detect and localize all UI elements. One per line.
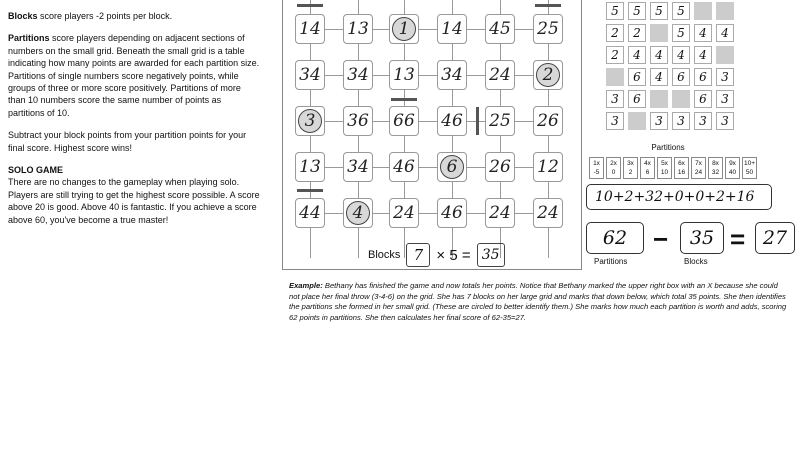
grid-connector: [500, 136, 501, 152]
grid-connector: [310, 136, 311, 152]
grid-cell-value: 25: [537, 19, 559, 39]
small-grid-cell: [694, 2, 712, 20]
example-caption: Example: Bethany has finished the game and now totals her points. Notice that Bethany marked the upper right box with an X because she could not place her final throw (3-4-6) on the grid. She has 7 blocks on her large grid and marks that down below, which total 35 points. She then identifies the partitions she formed in her small grid. (These are circled to better identify them.) She marks how much each partition is worth and adds, scoring 62 points in partitions. She then calculates her final score of 62-35=27.: [289, 281, 787, 322]
small-grid-cell: 4: [694, 46, 712, 64]
grid-cell-value: 26: [489, 157, 511, 177]
grid-cell-value: 24: [489, 203, 511, 223]
grid-connector: [548, 0, 549, 14]
partition-size: 1x: [593, 160, 600, 167]
grid-cell: [437, 198, 467, 228]
grid-connector: [548, 44, 549, 60]
small-grid-cell: [650, 24, 668, 42]
grid-cell: [343, 152, 373, 182]
grid-connector: [515, 75, 533, 76]
small-grid-cell: 4: [694, 24, 712, 42]
blocks-count-box: 7: [406, 243, 430, 267]
partition-points: 40: [728, 169, 737, 176]
grid-connector: [452, 44, 453, 60]
grid-cell: [437, 152, 467, 182]
grid-connector: [373, 213, 389, 214]
partition-points-cell: [691, 157, 706, 179]
block-mark: [476, 107, 479, 135]
small-grid-cell: [716, 2, 734, 20]
grid-cell: [437, 106, 467, 136]
grid-connector: [325, 167, 343, 168]
grid-connector: [404, 0, 405, 14]
partition-points-cell: [606, 157, 621, 179]
grid-connector: [419, 29, 437, 30]
grid-cell: [485, 106, 515, 136]
grid-cell: [389, 14, 419, 44]
small-grid-cell: [628, 112, 646, 130]
partition-points-cell: [589, 157, 604, 179]
grid-cell: [389, 106, 419, 136]
grid-connector: [310, 0, 311, 14]
partition-points: 2: [628, 169, 633, 176]
grid-connector: [310, 44, 311, 60]
small-grid-cell: 3: [716, 90, 734, 108]
small-grid-cell: 4: [672, 46, 690, 64]
small-grid-cell: [606, 68, 624, 86]
solo-game-text: There are no changes to the gameplay when playing solo. Players are still trying to get the highest score possible. A score above 20 is good. Above 40 is fantastic. If you achieve a score above 60, you've become a true master!: [8, 177, 260, 225]
solo-game-heading: SOLO GAME: [8, 165, 64, 176]
small-grid-cell: 3: [606, 90, 624, 108]
grid-cell: [343, 60, 373, 90]
grid-cell: [533, 106, 563, 136]
small-grid-cell: [672, 90, 690, 108]
grid-cell-value: 44: [299, 203, 321, 223]
small-grid-cell: 6: [694, 90, 712, 108]
grid-cell-value: 1: [398, 19, 410, 39]
grid-cell: [485, 198, 515, 228]
grid-connector: [419, 75, 437, 76]
grid-connector: [373, 121, 389, 122]
grid-connector: [404, 44, 405, 60]
grid-cell: [533, 152, 563, 182]
grid-cell: [485, 14, 515, 44]
small-grid-cell: 5: [672, 24, 690, 42]
grid-connector: [452, 90, 453, 106]
small-grid-cell: 2: [606, 46, 624, 64]
partition-points-cell: [640, 157, 655, 179]
grid-cell-value: 13: [299, 157, 321, 177]
grid-connector: [325, 29, 343, 30]
small-grid-cell: [650, 90, 668, 108]
partition-points-cell: [674, 157, 689, 179]
grid-cell: [343, 106, 373, 136]
blocks-total-box: 35: [477, 243, 505, 267]
small-grid-cell: 2: [606, 24, 624, 42]
grid-connector: [515, 167, 533, 168]
grid-connector: [310, 90, 311, 106]
blocks-total-final-box: 35: [680, 222, 724, 254]
grid-connector: [358, 90, 359, 106]
grid-connector: [404, 136, 405, 152]
small-grid-cell: 3: [716, 68, 734, 86]
grid-connector: [419, 121, 437, 122]
partitions-total-box: 62: [586, 222, 644, 254]
grid-connector: [548, 90, 549, 106]
grid-cell-value: 34: [347, 65, 369, 85]
small-grid-cell: 5: [628, 2, 646, 20]
blocks-sublabel: Blocks: [684, 257, 708, 266]
partition-size: 4x: [644, 160, 651, 167]
grid-connector: [358, 228, 359, 258]
grid-connector: [467, 213, 485, 214]
partition-points-cell: [725, 157, 740, 179]
grid-cell-value: 13: [393, 65, 415, 85]
small-grid-cell: 6: [694, 68, 712, 86]
grid-connector: [515, 29, 533, 30]
subtract-rule: Subtract your block points from your partition points for your final score. Highest score wins!: [8, 130, 247, 153]
partition-points: 16: [677, 169, 686, 176]
grid-connector: [358, 44, 359, 60]
grid-cell-value: 6: [446, 157, 458, 177]
grid-connector: [358, 136, 359, 152]
small-grid-cell: 3: [716, 112, 734, 130]
grid-cell-value: 25: [489, 111, 511, 131]
grid-cell: [437, 14, 467, 44]
partition-size: 3x: [627, 160, 634, 167]
grid-cell: [533, 14, 563, 44]
grid-cell-value: 45: [489, 19, 511, 39]
partition-size: 7x: [695, 160, 702, 167]
small-grid-cell: 5: [650, 2, 668, 20]
partition-points: 32: [711, 169, 720, 176]
partition-points: 6: [645, 169, 650, 176]
grid-cell: [295, 60, 325, 90]
grid-connector: [404, 182, 405, 198]
grid-connector: [515, 121, 533, 122]
final-score-box: 27: [755, 222, 795, 254]
small-grid-cell: 5: [672, 2, 690, 20]
grid-connector: [452, 182, 453, 198]
grid-cell-value: 14: [441, 19, 463, 39]
partition-size: 8x: [712, 160, 719, 167]
small-grid-cell: 4: [650, 68, 668, 86]
grid-cell: [295, 106, 325, 136]
grid-connector: [419, 167, 437, 168]
grid-cell: [533, 60, 563, 90]
partitions-table-title: Partitions: [651, 143, 685, 152]
partition-points: 10: [660, 169, 669, 176]
partition-points-table: [589, 157, 757, 179]
grid-cell-value: 13: [347, 19, 369, 39]
grid-cell: [485, 60, 515, 90]
partition-points-cell: [623, 157, 638, 179]
grid-connector: [358, 0, 359, 14]
grid-cell-value: 12: [537, 157, 559, 177]
grid-connector: [310, 228, 311, 258]
grid-cell-value: 24: [393, 203, 415, 223]
blocks-rule: Blocks score players -2 points per block.: [8, 11, 173, 21]
large-grid: [282, 0, 582, 270]
partitions-sublabel: Partitions: [594, 257, 628, 266]
grid-connector: [467, 29, 485, 30]
small-grid-cell: 3: [672, 112, 690, 130]
small-grid-cell: 6: [628, 90, 646, 108]
grid-cell-value: 26: [537, 111, 559, 131]
small-grid-cell: 6: [672, 68, 690, 86]
grid-cell: [295, 14, 325, 44]
grid-connector: [515, 213, 533, 214]
blocks-label: Blocks: [368, 249, 401, 261]
grid-connector: [358, 182, 359, 198]
grid-cell: [437, 60, 467, 90]
grid-connector: [452, 136, 453, 152]
grid-cell-value: 4: [352, 203, 364, 223]
partition-points: 50: [745, 169, 754, 176]
grid-cell: [295, 198, 325, 228]
small-grid-cell: 5: [606, 2, 624, 20]
grid-cell: [389, 152, 419, 182]
partition-sum-box: 10+2+32+0+0+2+16: [586, 184, 772, 210]
small-grid-cell: 4: [628, 46, 646, 64]
grid-connector: [452, 0, 453, 14]
partition-points: -5: [593, 169, 600, 176]
small-grid-cell: 2: [628, 24, 646, 42]
grid-cell: [389, 198, 419, 228]
grid-cell: [343, 14, 373, 44]
grid-cell-value: 14: [299, 19, 321, 39]
grid-connector: [467, 167, 485, 168]
small-grid-cell: 4: [716, 24, 734, 42]
small-grid-cell: 3: [650, 112, 668, 130]
grid-cell: [533, 198, 563, 228]
grid-cell-value: 34: [299, 65, 321, 85]
partition-points-cell: [708, 157, 723, 179]
partition-points-cell: [657, 157, 672, 179]
block-mark: [297, 189, 323, 192]
grid-cell: [295, 152, 325, 182]
grid-connector: [548, 228, 549, 258]
partition-points: 0: [611, 169, 616, 176]
block-mark: [297, 4, 323, 7]
partition-size: 5x: [661, 160, 668, 167]
grid-connector: [325, 75, 343, 76]
grid-cell-value: 2: [542, 65, 554, 85]
small-grid-cell: [716, 46, 734, 64]
small-grid-cell: 6: [628, 68, 646, 86]
grid-cell-value: 46: [441, 111, 463, 131]
grid-connector: [548, 136, 549, 152]
partitions-rule: Partitions score players depending on adjacent sections of numbers on the small grid. Beneath the small grid is a table indicating how many points are awarded for each partition size. Partitions of single numbers score negatively points, while groups of three or more score positively. Partitions of more than 10 numbers score the same number of points as partitions of 10.: [8, 33, 260, 118]
cut-off-line: [8, 0, 260, 10]
times-five: × 5 =: [436, 246, 471, 264]
grid-cell-value: 24: [537, 203, 559, 223]
partition-size: 2x: [610, 160, 617, 167]
grid-connector: [373, 167, 389, 168]
grid-connector: [373, 29, 389, 30]
partition-points: 24: [694, 169, 703, 176]
grid-connector: [467, 75, 485, 76]
grid-connector: [500, 44, 501, 60]
small-grid-cell: 4: [650, 46, 668, 64]
equals-sign: =: [730, 224, 746, 254]
block-mark: [391, 98, 417, 101]
grid-cell: [389, 60, 419, 90]
grid-cell: [343, 198, 373, 228]
rules-text: [8, 0, 260, 236]
grid-cell-value: 46: [441, 203, 463, 223]
partition-size: 10+: [743, 160, 756, 167]
grid-connector: [500, 182, 501, 198]
grid-cell-value: 34: [347, 157, 369, 177]
minus-sign: −: [653, 224, 669, 254]
grid-connector: [419, 213, 437, 214]
block-mark: [535, 4, 561, 7]
grid-cell-value: 24: [489, 65, 511, 85]
grid-cell-value: 36: [347, 111, 369, 131]
grid-connector: [500, 90, 501, 106]
grid-connector: [325, 213, 343, 214]
grid-connector: [500, 0, 501, 14]
grid-connector: [325, 121, 343, 122]
blocks-calculation: [368, 243, 505, 267]
grid-connector: [373, 75, 389, 76]
grid-cell-value: 46: [393, 157, 415, 177]
partition-size: 9x: [729, 160, 736, 167]
small-grid-cell: 3: [694, 112, 712, 130]
partition-size: 6x: [678, 160, 685, 167]
partition-points-cell: [742, 157, 757, 179]
grid-connector: [548, 182, 549, 198]
grid-cell-value: 66: [393, 111, 415, 131]
small-grid-cell: 3: [606, 112, 624, 130]
grid-cell-value: 34: [441, 65, 463, 85]
grid-cell: [485, 152, 515, 182]
grid-cell-value: 3: [304, 111, 316, 131]
